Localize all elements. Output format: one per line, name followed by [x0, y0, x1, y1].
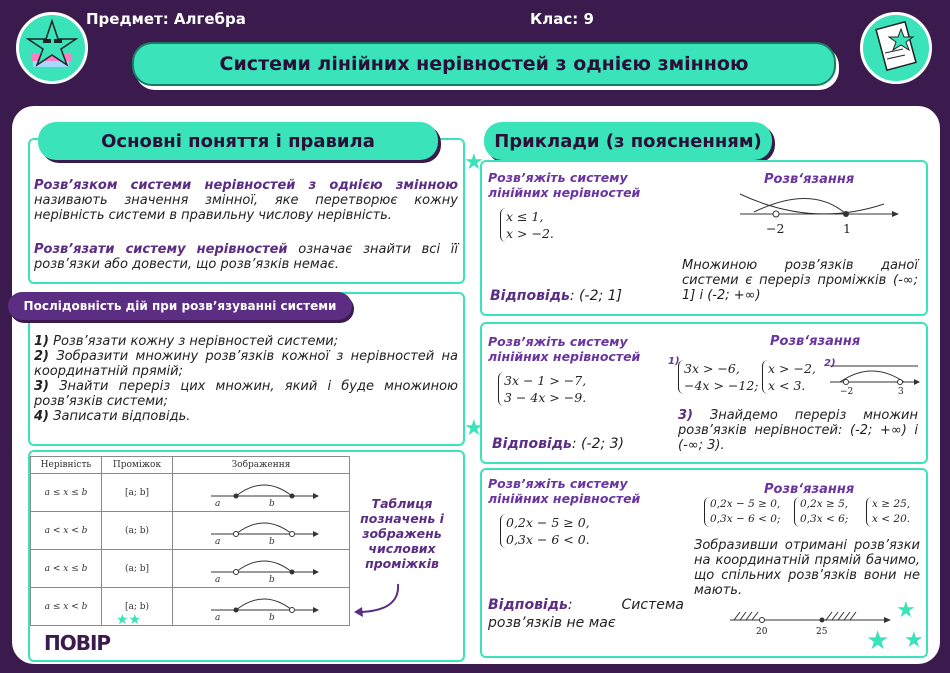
step-number: 2) [34, 349, 49, 364]
interval-cell: [a; b] [102, 474, 173, 512]
example-3-chain-b [794, 497, 848, 527]
step-text: Записати відповідь. [53, 409, 191, 424]
definition-1-term: Розв’язком системи нерівностей з однією змінною [34, 178, 458, 193]
table-row [31, 474, 350, 512]
left-heading: Основні поняття і правила [38, 122, 438, 160]
system-line: x > −2, [768, 361, 816, 376]
example-1-explanation: Множиною розв’язків даної системи є переріз проміжків (-∞; 1] і (-2; +∞) [682, 258, 918, 303]
tick-label: 1 [843, 221, 851, 236]
decor-star-icon: ★ [866, 626, 890, 656]
example-2-step-1-system [678, 360, 759, 394]
grade-label: Клас: 9 [530, 10, 594, 28]
interval-cell: (a; b) [102, 512, 173, 550]
table-row [31, 588, 350, 626]
table-header: Нерівність [31, 457, 102, 474]
system-line: −4x > −12; [684, 378, 759, 393]
axis-label-b: b [269, 575, 275, 585]
picture-cell [173, 550, 350, 588]
logo: ПОВІР [44, 631, 111, 655]
decor-star-icon: ★ [896, 598, 916, 623]
step-text: Знайти переріз цих множин, який і буде множиною розв’язків системи; [34, 379, 458, 409]
decor-star-icon: ★ [464, 416, 484, 441]
decor-star-icon: ★ [904, 628, 924, 653]
axis-label-a: a [215, 613, 221, 623]
explanation-text: Знайдемо переріз множин розв’язків нерівностей: (-2; +∞) і (-∞; 3). [678, 408, 918, 453]
example-1-answer [490, 288, 622, 304]
example-2-step-2: 2) [824, 358, 836, 369]
example-3-explanation: Зобразивши отримані розв’язки на координатній прямій бачимо, що спільних розв’язків вони не мають. [694, 538, 920, 598]
table-header: Зображення [173, 457, 350, 474]
answer-label: Відповідь [492, 436, 572, 452]
step-text: Розв’язати кожну з нерівностей системи; [53, 334, 339, 349]
step-number: 3) [34, 379, 49, 394]
axis-label-a: a [215, 537, 221, 547]
table-caption: Таблиця позначень і зображень числових проміжків [360, 496, 444, 571]
clipboard-star-badge [860, 12, 932, 84]
step-item [34, 334, 458, 349]
axis-label-b: b [269, 499, 275, 509]
definition-1-text: називають значення змінної, яке перетворює кожну нерівність системи в правильну числову нерівність. [34, 193, 458, 223]
definition-2-text: означає знайти всі її розв’язки або довести, що розв’язків немає. [34, 242, 458, 272]
interval-cell: (a; b] [102, 550, 173, 588]
system-line: 3x > −6, [684, 361, 740, 376]
example-3-chain-a [704, 497, 780, 527]
tick-label: −2 [840, 387, 854, 397]
step-number: 3) [678, 408, 693, 423]
step-item [34, 409, 458, 424]
answer-label: Відповідь [490, 288, 570, 304]
inequality-cell: a ≤ x ≤ b [31, 474, 102, 512]
system-line: 0,3x − 6 < 0. [506, 532, 590, 547]
system-line: x > −2. [506, 226, 554, 241]
table-header: Проміжок [102, 457, 173, 474]
example-1-task: Розв’яжіть систему лінійних нерівностей [488, 170, 641, 200]
example-1-system [500, 208, 554, 242]
subject-label: Предмет: Алгебра [86, 10, 246, 28]
axis-label-a: a [215, 575, 221, 585]
intervals-table [30, 456, 350, 626]
axis-label-b: b [269, 613, 275, 623]
system-line: x ≥ 25, [872, 498, 911, 510]
example-1-solution-label: Розв‘язання [764, 172, 855, 187]
picture-cell [173, 588, 350, 626]
example-3-chain-c [866, 497, 910, 527]
example-2-system [498, 372, 586, 406]
system-line: 0,2x − 5 ≥ 0, [506, 515, 590, 530]
system-line: x ≤ 1, [506, 209, 544, 224]
example-3-task: Розв’яжіть систему лінійних нерівностей [488, 476, 641, 506]
tick-label: 20 [756, 627, 768, 637]
definition-1 [34, 178, 458, 223]
system-line: 3 − 4x > −9. [504, 390, 587, 405]
answer-value: : (-2; 3) [571, 436, 625, 452]
steps-heading: Послідовність дій при розв’язуванні системи [8, 292, 352, 320]
system-line: x < 20. [872, 513, 911, 525]
inequality-cell: a < x < b [31, 512, 102, 550]
table-row [31, 512, 350, 550]
system-line: 3x − 1 > −7, [504, 373, 587, 388]
definition-2 [34, 242, 458, 272]
system-line: 0,3x − 6 < 0; [710, 513, 781, 525]
inequality-cell: a ≤ x < b [31, 588, 102, 626]
logo-star-icon: ★★ [116, 612, 142, 628]
system-line: x < 3. [768, 378, 806, 393]
tick-label: −2 [766, 221, 785, 236]
picture-cell [173, 474, 350, 512]
answer-label: Відповідь [488, 597, 568, 613]
system-line: 0,2x ≥ 5, [800, 498, 849, 510]
tick-label: 3 [898, 387, 904, 397]
decor-star-icon: ★ [464, 150, 484, 175]
table-row [31, 550, 350, 588]
example-2-solution-label: Розв‘язання [770, 334, 861, 349]
steps-list [34, 334, 458, 424]
example-2-answer [492, 436, 624, 452]
curved-arrow-icon [350, 580, 410, 620]
answer-value: : Система розв’язків не має [488, 597, 684, 631]
step-number: 4) [34, 409, 49, 424]
teacher-star-badge [16, 12, 88, 84]
interval-cell: [a; b) [102, 588, 173, 626]
step-item [34, 349, 458, 379]
step-item [34, 379, 458, 409]
definition-2-term: Розв’язати систему нерівностей [34, 242, 288, 257]
star-mascot-icon [19, 15, 85, 81]
clipboard-icon [863, 15, 929, 81]
inequality-cell: a < x ≤ b [31, 550, 102, 588]
example-3-system [500, 514, 590, 548]
step-text: Зобразити множину розв’язків кожної з нерівностей на координатній прямій; [34, 349, 459, 379]
answer-value: : (-2; 1] [569, 288, 623, 304]
step-number: 1) [34, 334, 49, 349]
example-2-step-1-result [762, 360, 816, 394]
example-2-task: Розв’яжіть систему лінійних нерівностей [488, 334, 641, 364]
example-3-solution-label: Розв‘язання [764, 482, 855, 497]
system-line: 0,3x < 6; [800, 513, 849, 525]
tick-label: 25 [816, 627, 828, 637]
right-heading: Приклади (з поясненням) [484, 122, 772, 160]
example-2-step-1: 1) [668, 356, 680, 367]
system-line: 0,2x − 5 ≥ 0, [710, 498, 781, 510]
example-2-explanation [678, 408, 918, 453]
axis-label-b: b [269, 537, 275, 547]
picture-cell [173, 512, 350, 550]
example-1-number-line [734, 188, 904, 238]
axis-label-a: a [215, 499, 221, 509]
example-3-answer [488, 596, 684, 632]
page-title: Системи лінійних нерівностей з однією змінною [132, 42, 836, 86]
